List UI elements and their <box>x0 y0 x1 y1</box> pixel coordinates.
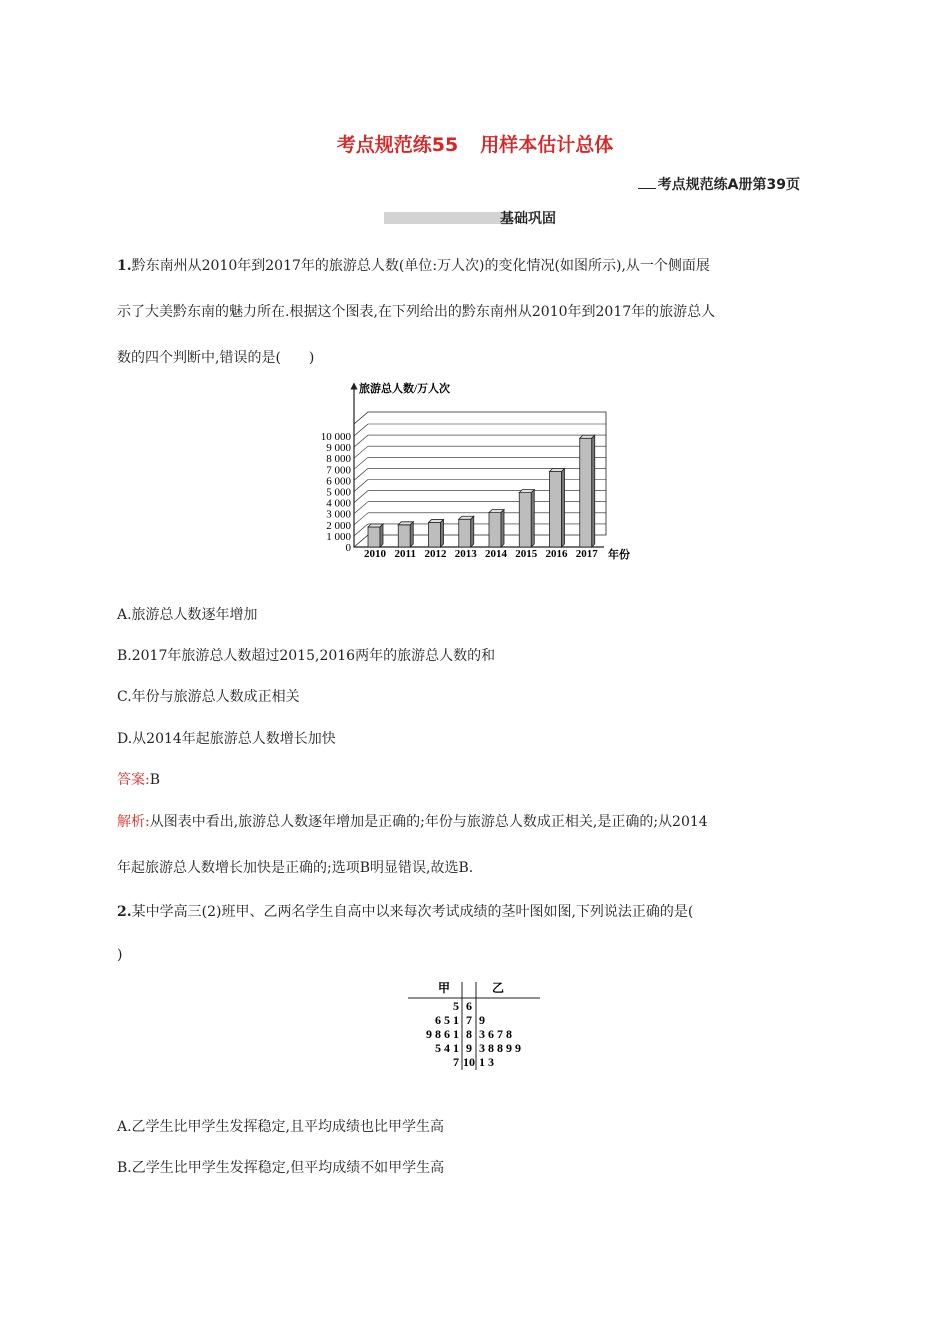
y-tick-label: 6 000 <box>326 475 351 488</box>
q1-number: 1. <box>117 258 132 274</box>
q1-line-2: 示了大美黔东南的魅力所在.根据这个图表,在下列给出的黔东南州从2010年到2017年的旅游总人 <box>117 304 716 320</box>
grid-diagonal <box>354 424 368 436</box>
title-part-2: 用样本估计总体 <box>480 134 614 156</box>
stemleaf-stem: 10 <box>463 1055 475 1069</box>
q2-option-b: B.乙学生比甲学生发挥稳定,但平均成绩不如甲学生高 <box>117 1160 445 1176</box>
q2-number: 2. <box>117 904 132 920</box>
q2-option-a: A.乙学生比甲学生发挥稳定,且平均成绩也比甲学生高 <box>117 1119 445 1135</box>
bar-2012 <box>429 520 444 547</box>
grid-diagonal <box>354 480 368 492</box>
q2-line-1: 2.某中学高三(2)班甲、乙两名学生自高中以来每次考试成绩的茎叶图如图,下列说法正确的是( <box>117 904 694 920</box>
grid-diagonal <box>354 468 368 480</box>
q1-option-d: D.从2014年起旅游总人数增长加快 <box>117 731 336 747</box>
stemleaf-left-leaves: 5 <box>453 999 459 1013</box>
stemleaf-left-leaves: 6 5 1 <box>435 1013 459 1027</box>
tourism-bar-chart <box>316 380 646 565</box>
grid-diagonal <box>354 435 368 447</box>
grid-diagonal <box>354 524 368 536</box>
q1-line-3: 数的四个判断中,错误的是( ) <box>117 350 315 366</box>
y-tick-label: 0 <box>345 542 351 554</box>
analysis-label: 解析: <box>117 814 150 830</box>
stemleaf-left-leaves: 5 4 1 <box>435 1041 459 1055</box>
reference-text: 考点规范练A册第39页 <box>657 177 800 193</box>
stemleaf-right-leaves: 1 3 <box>479 1055 494 1069</box>
y-tick-label: 10 000 <box>320 431 351 443</box>
stemleaf-left-header: 甲 <box>438 981 451 995</box>
grid-diagonal <box>354 513 368 525</box>
bar-2017 <box>580 435 595 547</box>
stemleaf-stem: 6 <box>466 999 472 1013</box>
grid-diagonal <box>354 457 368 469</box>
x-tick-label: 2010 <box>364 548 386 560</box>
stemleaf-right-header: 乙 <box>492 981 505 995</box>
bar-2011 <box>398 522 413 547</box>
stemleaf-stem: 8 <box>466 1027 472 1041</box>
underline-blank <box>638 176 656 189</box>
answer-value: B <box>149 772 161 788</box>
x-tick-label: 2012 <box>424 548 447 560</box>
y-tick-label: 7 000 <box>326 464 351 477</box>
y-tick-label: 8 000 <box>326 453 351 466</box>
x-tick-label: 2011 <box>394 548 416 560</box>
bar-2016 <box>550 469 565 547</box>
q2-line-2: ) <box>117 947 123 963</box>
q1-analysis-line-1: 解析:从图表中看出,旅游总人数逐年增加是正确的;年份与旅游总人数成正相关,是正确的;从2014 <box>117 814 708 830</box>
section-label: 基础巩固 <box>500 211 556 227</box>
q1-answer <box>117 769 160 789</box>
q1-line-1: 1.黔东南州从2010年到2017年的旅游总人数(单位:万人次)的变化情况(如图所示),从一个侧面展 <box>117 258 710 274</box>
bar-2013 <box>459 516 474 547</box>
x-tick-label: 2017 <box>575 548 598 560</box>
q1-option-b: B.2017年旅游总人数超过2015,2016两年的旅游总人数的和 <box>117 648 496 664</box>
y-tick-label: 5 000 <box>326 486 351 499</box>
y-tick-label: 9 000 <box>326 442 351 455</box>
grid-diagonal <box>354 446 368 458</box>
title-part-1: 考点规范练55 <box>336 134 459 156</box>
grid-diagonal <box>354 502 368 514</box>
section-bar <box>384 212 512 224</box>
q1-analysis-line-2: 年起旅游总人数增长加快是正确的;选项B明显错误,故选B. <box>117 860 474 876</box>
stem-leaf-plot <box>400 978 550 1073</box>
bar-2010 <box>368 524 383 547</box>
bar-2014 <box>489 510 504 547</box>
grid-diagonal <box>354 491 368 503</box>
x-tick-label: 2014 <box>485 548 507 560</box>
x-tick-label: 2016 <box>545 548 568 560</box>
stemleaf-right-leaves: 9 <box>479 1013 485 1027</box>
answer-label: 答案: <box>117 772 150 788</box>
stemleaf-stem: 7 <box>466 1013 472 1027</box>
x-tick-label: 2015 <box>515 548 538 560</box>
stemleaf-right-leaves: 3 6 7 8 <box>479 1027 512 1041</box>
y-tick-label: 3 000 <box>326 508 351 521</box>
stemleaf-right-leaves: 3 8 8 9 9 <box>479 1041 521 1055</box>
y-tick-label: 2 000 <box>326 519 351 532</box>
y-tick-label: 1 000 <box>326 530 351 543</box>
y-tick-label: 4 000 <box>326 497 351 510</box>
q1-option-c: C.年份与旅游总人数成正相关 <box>117 689 300 705</box>
chart-x-label: 年份 <box>608 549 630 561</box>
stemleaf-stem: 9 <box>466 1041 472 1055</box>
chart-y-label: 旅游总人数/万人次 <box>359 383 451 395</box>
stemleaf-left-leaves: 7 <box>453 1055 459 1069</box>
bar-2015 <box>519 490 534 547</box>
x-tick-label: 2013 <box>454 548 477 560</box>
q1-option-a: A.旅游总人数逐年增加 <box>117 607 258 623</box>
page-reference <box>638 174 800 194</box>
stemleaf-left-leaves: 9 8 6 1 <box>426 1027 459 1041</box>
page-title <box>0 130 950 157</box>
